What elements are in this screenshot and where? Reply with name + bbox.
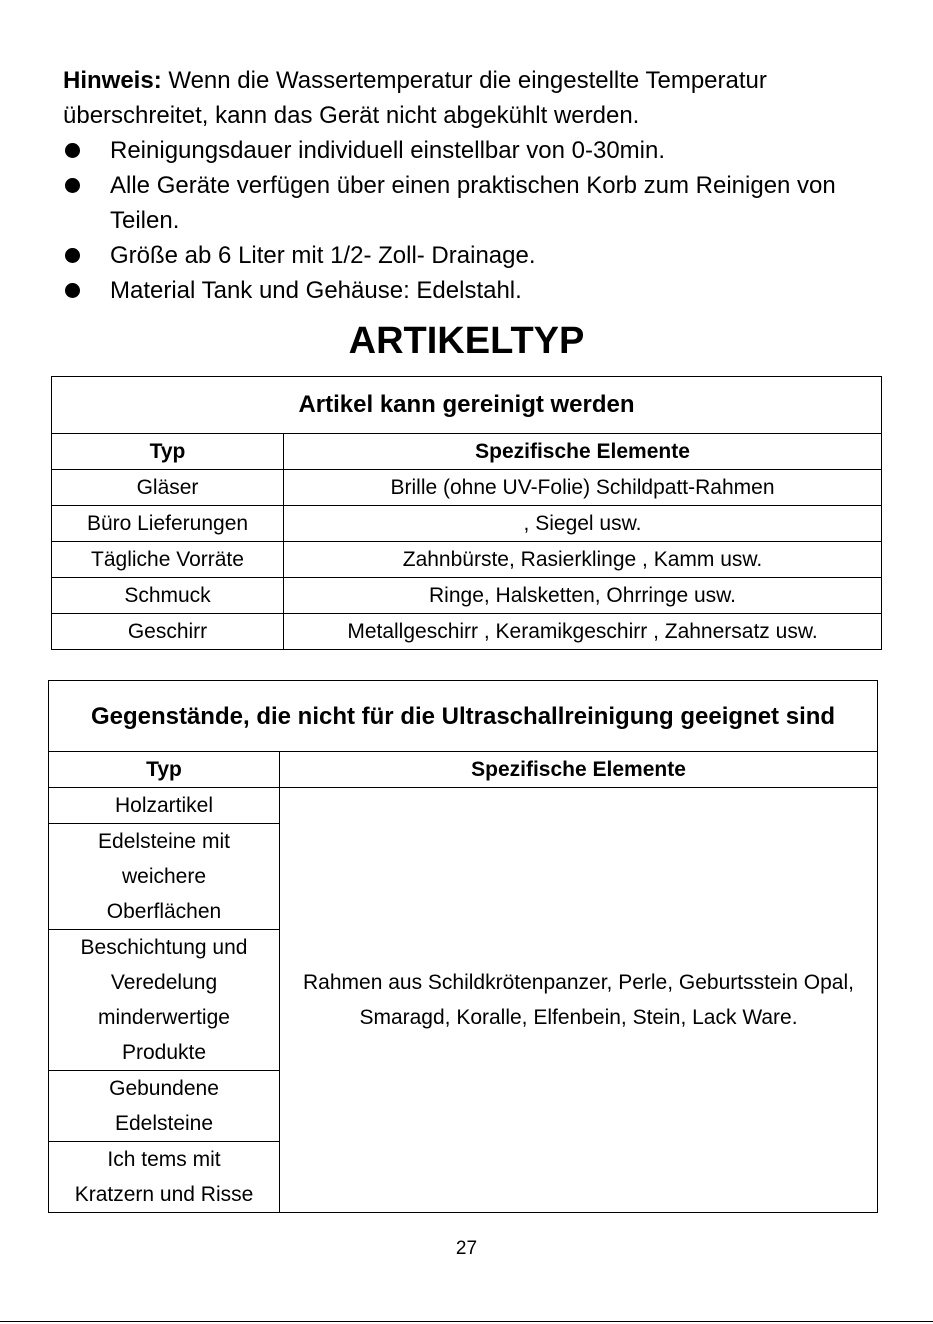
elements-cell: Brille (ohne UV-Folie) Schildpatt-Rahmen bbox=[284, 470, 882, 506]
type-cell: Beschichtung und Veredelung minderwertige Produkte bbox=[49, 930, 280, 1071]
list-item: Größe ab 6 Liter mit 1/2- Zoll- Drainage. bbox=[63, 238, 883, 273]
type-cell: Edelsteine mit weichere Oberflächen bbox=[49, 824, 280, 930]
page-number: 27 bbox=[455, 1238, 478, 1259]
type-cell: Ich tems mit Kratzern und Risse bbox=[49, 1142, 280, 1213]
type-cell: Holzartikel bbox=[49, 788, 280, 824]
type-cell: Tägliche Vorräte bbox=[52, 542, 284, 578]
elements-cell: Rahmen aus Schildkrötenpanzer, Perle, Geburtsstein Opal, Smaragd, Koralle, Elfenbein, Stein, Lack Ware. bbox=[280, 788, 878, 1213]
intro-section bbox=[63, 63, 883, 308]
column-header-type: Typ bbox=[49, 752, 280, 788]
unsuitable-items-table bbox=[48, 680, 878, 1213]
note-text: Wenn die Wassertemperatur die eingestellte Temperatur überschreitet, kann das Gerät nicht abgekühlt werden. bbox=[63, 67, 767, 129]
type-cell: Gläser bbox=[52, 470, 284, 506]
table-row bbox=[52, 506, 882, 542]
note-label: Hinweis: bbox=[63, 67, 162, 94]
type-cell: Gebundene Edelsteine bbox=[49, 1071, 280, 1142]
table-caption: Gegenstände, die nicht für die Ultraschallreinigung geeignet sind bbox=[49, 681, 878, 752]
elements-cell: , Siegel usw. bbox=[284, 506, 882, 542]
type-cell: Geschirr bbox=[52, 614, 284, 650]
list-item: Reinigungsdauer individuell einstellbar von 0-30min. bbox=[63, 133, 883, 168]
list-item: Alle Geräte verfügen über einen praktischen Korb zum Reinigen von Teilen. bbox=[63, 168, 883, 238]
column-header-elements: Spezifische Elemente bbox=[280, 752, 878, 788]
elements-cell: Zahnbürste, Rasierklinge , Kamm usw. bbox=[284, 542, 882, 578]
table-row bbox=[52, 614, 882, 650]
bottom-divider bbox=[0, 1321, 933, 1322]
column-header-elements: Spezifische Elemente bbox=[284, 434, 882, 470]
section-title: ARTIKELTYP bbox=[348, 320, 585, 362]
elements-cell: Ringe, Halsketten, Ohrringe usw. bbox=[284, 578, 882, 614]
note-paragraph bbox=[63, 63, 883, 133]
table-row bbox=[52, 578, 882, 614]
table-row bbox=[52, 470, 882, 506]
table-row bbox=[49, 788, 878, 824]
feature-list bbox=[63, 133, 883, 308]
cleanable-items-table bbox=[51, 376, 882, 650]
type-cell: Büro Lieferungen bbox=[52, 506, 284, 542]
list-item: Material Tank und Gehäuse: Edelstahl. bbox=[63, 273, 883, 308]
table-row bbox=[52, 542, 882, 578]
table-caption: Artikel kann gereinigt werden bbox=[52, 377, 882, 434]
elements-cell: Metallgeschirr , Keramikgeschirr , Zahnersatz usw. bbox=[284, 614, 882, 650]
type-cell: Schmuck bbox=[52, 578, 284, 614]
column-header-type: Typ bbox=[52, 434, 284, 470]
